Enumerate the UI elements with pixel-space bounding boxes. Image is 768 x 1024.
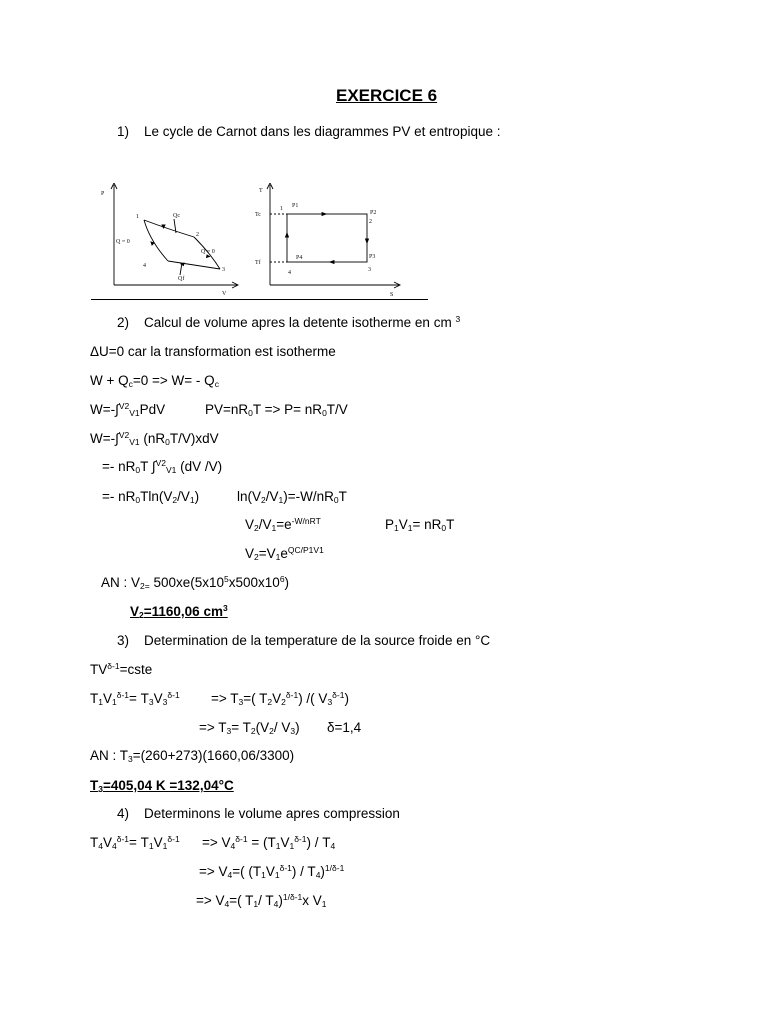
pv-q0-right-label: Q = 0 [201,249,215,255]
eq-text: =cste [119,662,153,677]
eq-text: V [245,546,255,561]
eq-sub: 0 [322,408,327,418]
eq-sub: 1 [253,899,259,909]
eq-text: / V [273,720,291,735]
eq-text: ) [194,489,200,504]
eq-text: / T [258,893,274,908]
eq-text: W=-∫ [90,431,119,446]
eq-text: = nR [412,517,442,532]
eq-sub: 1 [321,899,327,909]
eq-sub: 1 [274,870,280,880]
eq-sub: 4 [224,899,230,909]
eq-text: =(260+273)(1660,06/3300) [132,748,295,763]
eq-text: => V [202,835,231,850]
eq-sup: V2 [118,430,130,440]
eq-sup: 1/δ-1 [282,892,303,902]
pv-axis-v-label: V [222,291,227,297]
line-compression-relation [90,835,180,851]
eq-text: /V [177,489,190,504]
eq-text: V [280,835,290,850]
eq-sup: -W/nRT [291,516,321,526]
eq-sub: 1 [261,870,266,880]
eq-text: V [130,604,140,619]
question-2 [117,315,460,331]
eq-sub: 4 [227,870,233,880]
eq-text: T [90,778,99,793]
question-4 [117,806,400,822]
eq-sub: 0 [135,495,141,505]
eq-sub: 1 [394,523,399,533]
page-title: EXERCICE 6 [336,86,438,105]
eq-sub: 3 [128,754,133,764]
line-work-substituted [90,431,219,447]
eq-sup: δ-1 [279,863,292,873]
eq-sub: V1 [129,437,140,447]
eq-sup: 1/δ-1 [324,863,345,873]
eq-sub: 3 [162,697,168,707]
pv-qf-label: Qf [178,276,185,282]
eq-sup: V2 [155,458,166,468]
eq-sub: 2 [139,610,144,620]
eq-text: ) [320,864,325,879]
eq-sub: 1 [289,841,295,851]
eq-text: =e [276,517,292,532]
eq-text: T [446,517,455,532]
eq-text: V [398,517,408,532]
eq-text: ) /( V [298,691,328,706]
ts-axis-t-label: T [259,188,263,194]
eq-text: T [90,835,99,850]
eq-text: ) [344,691,349,706]
question-3 [117,633,490,649]
eq-sub: 3 [98,784,103,794]
eq-sub: 2 [254,523,259,533]
eq-text: x500x10 [228,575,280,590]
eq-sub: 0 [248,408,253,418]
result-v2 [130,604,228,620]
eq-sub: 2 [261,495,266,505]
eq-sub: 3 [148,697,154,707]
line-v4-power [202,835,335,851]
eq-text: = T [129,691,149,706]
eq-text: =405,04 K =132,04°C [102,778,234,793]
eq-text: T/V [326,402,348,417]
eq-text: T/V)xdV [169,431,219,446]
line-adiabatic-law [90,662,152,678]
eq-sub: V1 [165,465,177,475]
eq-sup: δ-1 [294,834,307,844]
line-p1v1 [385,517,454,533]
eq-sup: V2 [118,401,130,411]
eq-text: PV=nR [205,402,249,417]
eq-sup: 6 [279,574,285,584]
line-delta-value: δ=1,4 [327,720,362,735]
eq-text: Tln(V [140,489,173,504]
eq-text: V [153,691,163,706]
result-t3 [90,778,234,794]
eq-text: V [272,691,282,706]
eq-text: =V [258,546,276,561]
eq-sup: QC/P1V1 [287,545,324,555]
eq-sub: 2 [281,697,286,707]
line-v4-root [199,864,344,880]
ts-point-3: 3 [368,267,371,273]
eq-text: W=-∫ [90,402,119,417]
eq-sub: 1 [275,841,281,851]
eq-text: ) [295,720,300,735]
line-t3-expression [211,691,349,707]
eq-text: )=-W/nR [283,489,334,504]
ts-diagram [252,183,402,300]
eq-sub: 4 [330,841,336,851]
eq-text: ) [284,575,290,590]
eq-text: (dV /V) [176,459,223,474]
eq-text: TV [90,662,108,677]
eq-sub: 1 [189,495,195,505]
line-adiabatic-relation [90,691,180,707]
eq-sub: 0 [441,523,447,533]
eq-text: ) / T [291,864,316,879]
eq-text: e [280,546,288,561]
pv-qc-label: Qc [173,213,180,219]
line-delta-u: ΔU=0 car la transformation est isotherme [90,344,336,359]
eq-sub: 2 [269,726,274,736]
eq-sub: 3 [226,726,232,736]
eq-sub: 4 [273,899,279,909]
question-1-number: 1) [117,124,130,139]
question-4-number: 4) [117,806,130,821]
eq-sub: 1 [407,523,413,533]
line-ideal-gas [205,402,348,418]
eq-text: x V [302,893,322,908]
eq-sup: δ-1 [235,834,248,844]
ts-p4-label: P4 [296,255,303,261]
eq-sub: V1 [129,408,140,418]
question-4-text: Determinons le volume apres compression [144,806,400,821]
section-divider [91,299,428,300]
eq-sub: 1 [271,523,277,533]
eq-text: /V [265,489,279,504]
ts-p3-label: P3 [369,254,376,260]
eq-sub: 2 [250,726,256,736]
line-v2-expression [245,546,324,562]
question-2-number: 2) [117,315,130,330]
eq-sub: 4 [315,870,321,880]
line-work-log [102,489,199,505]
eq-sub: 1 [162,841,168,851]
eq-text: => T [199,720,227,735]
eq-sup: 3 [222,603,228,613]
eq-sub: c [128,379,133,389]
eq-sup: δ-1 [332,690,345,700]
eq-text: V [153,835,163,850]
eq-sub: 3 [238,697,244,707]
ts-tf-label: Tf [255,260,261,266]
eq-text: = (T [247,835,276,850]
line-t3-numeric [90,748,294,764]
eq-text: =- nR [102,489,136,504]
eq-text: (nR [139,431,166,446]
line-work-balance [90,373,219,389]
eq-sub: 3 [327,697,333,707]
eq-text: ) [278,893,283,908]
eq-text: =1160,06 cm [143,604,223,619]
eq-sup: δ-1 [107,661,120,671]
question-1-text: Le cycle de Carnot dans les diagrammes PV et entropique : [144,124,501,139]
eq-sub: 1 [112,697,117,707]
eq-sup: δ-1 [285,690,299,700]
question-2-text: Calcul de volume apres la detente isotherme en cm [144,315,452,330]
line-work-integral [90,402,165,418]
eq-text: =- nR [102,459,136,474]
eq-text: AN : T [90,748,129,763]
eq-text: W + Q [90,373,129,388]
eq-text: =( (T [232,864,262,879]
ts-point-4: 4 [288,270,291,276]
eq-text: ln(V [237,489,262,504]
eq-text: P [385,517,395,532]
line-work-factored [102,459,222,475]
ts-axis-s-label: S [390,292,394,298]
pv-point-4: 4 [143,263,146,269]
eq-sup: δ-1 [116,834,130,844]
pv-point-2: 2 [196,232,199,238]
eq-text: = T [129,835,149,850]
eq-text: (V [255,720,270,735]
eq-text: T [338,489,347,504]
eq-text: = T [231,720,251,735]
eq-text: T => P= nR [252,402,323,417]
eq-text: V [245,517,255,532]
question-1 [117,124,500,140]
eq-text: ) / T [306,835,331,850]
eq-sup: δ-1 [167,834,180,844]
eq-text: =( T [243,691,268,706]
eq-text: => V [196,893,225,908]
eq-sub: 1 [278,495,284,505]
eq-text: T [90,691,99,706]
ts-tc-label: Tc [255,212,261,218]
eq-sup: 5 [224,574,229,584]
eq-text: V [102,835,112,850]
eq-sub: 1 [275,552,281,562]
eq-text: /V [258,517,272,532]
eq-sub: 2 [172,495,178,505]
eq-sub: 4 [98,841,103,851]
eq-text: T ∫ [140,459,156,474]
ts-point-2: 2 [369,219,372,225]
line-v2-numeric [101,575,289,591]
eq-text: V [265,864,275,879]
eq-sub: 2 [267,697,273,707]
question-2-exponent: 3 [455,314,461,324]
eq-text: =( T [229,893,254,908]
line-t3-simplified [199,720,300,736]
line-v4-final [196,893,327,909]
eq-sub: c [214,379,219,389]
pv-point-3: 3 [222,267,225,273]
eq-text: V [102,691,112,706]
eq-sub: 3 [290,726,296,736]
eq-sub: 4 [230,841,236,851]
eq-text: AN : V [101,575,141,590]
eq-sup: δ-1 [167,690,180,700]
pv-diagram [98,183,240,300]
question-3-text: Determination de la temperature de la source froide en °C [144,633,491,648]
question-3-number: 3) [117,633,130,648]
eq-sub: 0 [135,465,141,475]
eq-sub: 1 [98,697,103,707]
ts-point-1: 1 [280,206,283,212]
eq-sub: 4 [112,841,117,851]
line-log-ratio [237,489,347,505]
pv-point-1: 1 [136,214,139,220]
eq-sub: 2 [254,552,259,562]
pv-q0-left-label: Q = 0 [116,239,130,245]
ts-p1-label: P1 [292,203,299,209]
eq-sub: 1 [148,841,154,851]
ts-p2-label: P2 [370,210,377,216]
eq-text: =0 => W= - Q [132,373,215,388]
eq-text: => T [211,691,239,706]
eq-sub: 0 [165,437,170,447]
eq-text: => V [199,864,228,879]
eq-sup: δ-1 [116,690,130,700]
eq-sub: 0 [333,495,339,505]
eq-sub: 2= [140,581,150,591]
line-volume-ratio [245,517,321,533]
eq-text: 500xe(5x10 [149,575,225,590]
eq-text: PdV [139,402,166,417]
pv-axis-p-label: P [101,191,105,197]
